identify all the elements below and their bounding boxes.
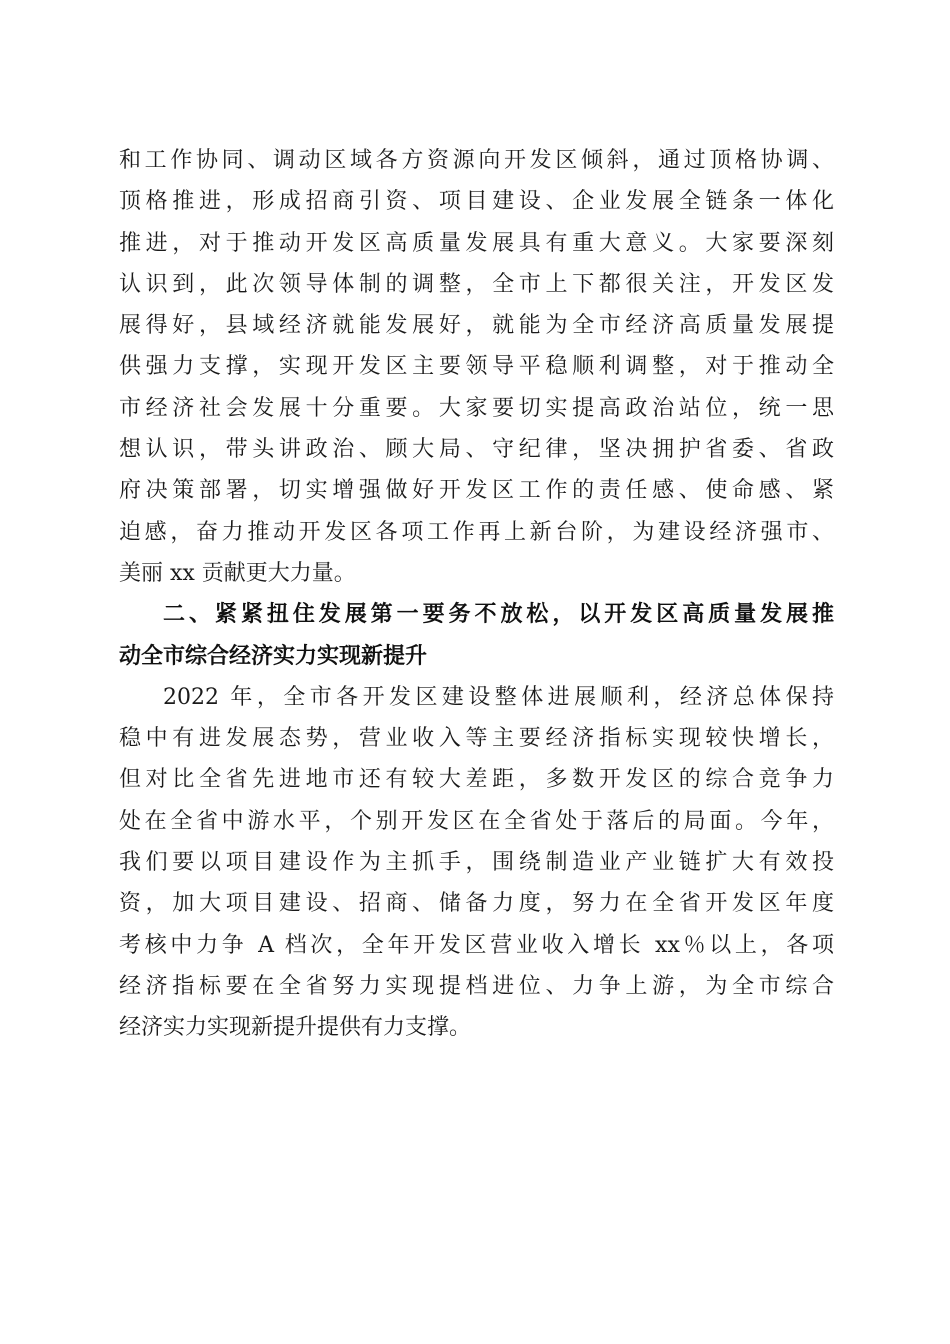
text-line: 美丽 xx 贡献更大力量。 bbox=[119, 560, 356, 586]
text-line: 顶格推进，形成招商引资、项目建设、企业发展全链条一体化 bbox=[119, 189, 834, 215]
heading-line: 动全市综合经济实力实现新提升 bbox=[119, 643, 428, 669]
text-line: 和工作协同、调动区域各方资源向开发区倾斜，通过顶格协调、 bbox=[119, 148, 834, 173]
text-line: 认识到，此次领导体制的调整，全市上下都很关注，开发区发 bbox=[119, 271, 834, 297]
text-line: 考核中力争 A 档次，全年开发区营业收入增长 xx％以上，各项 bbox=[119, 932, 834, 958]
heading-line: 二、紧紧扭住发展第一要务不放松，以开发区高质量发展推 bbox=[163, 602, 834, 628]
text-line: 处在全省中游水平，个别开发区在全省处于落后的局面。今年， bbox=[119, 808, 834, 834]
text-line: 我们要以项目建设作为主抓手，围绕制造业产业链扩大有效投 bbox=[119, 850, 834, 876]
text-line: 供强力支撑，实现开发区主要领导平稳顺利调整，对于推动全 bbox=[119, 354, 834, 380]
text-line: 经济指标要在全省努力实现提档进位、力争上游，为全市综合 bbox=[119, 973, 834, 999]
text-line: 府决策部署，切实增强做好开发区工作的责任感、使命感、紧 bbox=[119, 478, 834, 504]
section-heading-2 bbox=[119, 594, 834, 677]
text-line: 展得好，县域经济就能发展好，就能为全市经济高质量发展提 bbox=[119, 313, 834, 339]
paragraph-leadership-adjustment bbox=[119, 140, 834, 594]
text-line: 想认识，带头讲政治、顾大局、守纪律，坚决拥护省委、省政 bbox=[119, 437, 834, 463]
text-line: 稳中有进发展态势，营业收入等主要经济指标实现较快增长， bbox=[119, 726, 834, 752]
text-line: 资，加大项目建设、招商、储备力度，努力在全省开发区年度 bbox=[119, 891, 834, 917]
text-line: 经济实力实现新提升提供有力支撑。 bbox=[119, 1015, 472, 1041]
text-line: 市经济社会发展十分重要。大家要切实提高政治站位，统一思 bbox=[119, 395, 834, 421]
text-line: 2022 年，全市各开发区建设整体进展顺利，经济总体保持 bbox=[163, 684, 834, 710]
text-line: 推进，对于推动开发区高质量发展具有重大意义。大家要深刻 bbox=[119, 230, 834, 256]
text-line: 但对比全省先进地市还有较大差距，多数开发区的综合竞争力 bbox=[119, 767, 834, 793]
text-line: 迫感，奋力推动开发区各项工作再上新台阶，为建设经济强市、 bbox=[119, 519, 834, 545]
document-body bbox=[119, 140, 834, 1049]
paragraph-2022-review bbox=[119, 677, 834, 1049]
